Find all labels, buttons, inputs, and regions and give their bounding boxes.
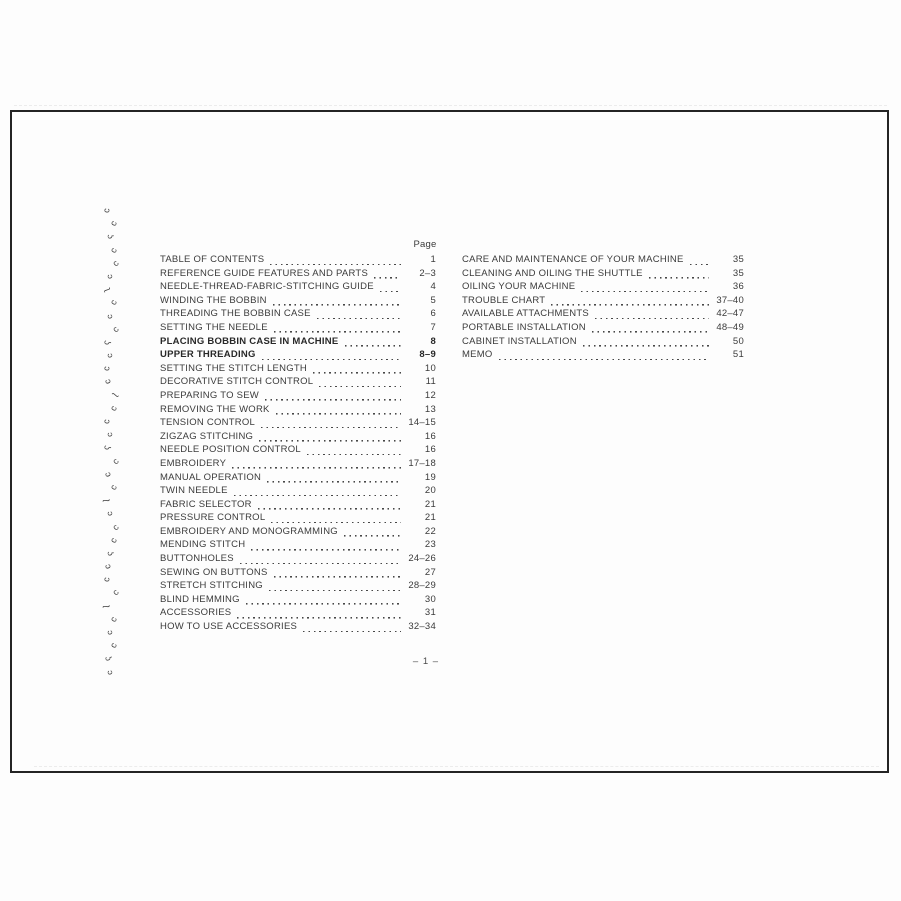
toc-entry-page: 6	[430, 308, 436, 320]
toc-entry-page: 20	[424, 485, 436, 497]
binding-mark-icon: ͻ	[109, 641, 121, 651]
binding-mark-icon: ʖ	[103, 654, 115, 663]
toc-entry-title: NEEDLE-THREAD-FABRIC-STITCHING GUIDE	[160, 281, 374, 293]
binding-mark-icon: ͻ	[109, 536, 121, 545]
binding-mark-icon: ɔ	[102, 418, 113, 425]
toc-leader-dots	[271, 521, 401, 523]
toc-entry-page: 4	[430, 281, 436, 293]
toc-entry-page: 17–18	[408, 457, 436, 469]
binding-mark-icon: ɔ	[109, 404, 121, 413]
toc-entry-title: BUTTONHOLES	[160, 553, 234, 565]
toc-entry-title: TENSION CONTROL	[160, 417, 256, 429]
binding-mark-icon: ͻ	[111, 324, 122, 335]
toc-entry	[160, 458, 436, 472]
toc-entry	[462, 281, 744, 295]
scan-artifact-line-top	[14, 105, 887, 106]
toc-entry	[462, 322, 744, 336]
toc-entry-page: 11	[425, 376, 436, 388]
toc-entry-title: BLIND HEMMING	[160, 593, 240, 605]
toc-entry-title: CABINET INSTALLATION	[462, 335, 577, 347]
toc-entry-page: 23	[424, 539, 436, 551]
toc-leader-dots	[251, 549, 401, 551]
binding-mark-icon: ɔ	[109, 299, 121, 308]
binding-mark-icon: ͻ	[102, 366, 113, 372]
toc-entry-title: SETTING THE STITCH LENGTH	[160, 362, 308, 374]
scan-artifact-line-bottom	[34, 766, 879, 767]
toc-entry	[160, 539, 436, 553]
toc-entry-page: 13	[424, 403, 436, 415]
toc-entry	[160, 390, 436, 404]
binding-mark-icon: ɔ	[105, 352, 116, 359]
toc-entry	[160, 553, 436, 567]
toc-entry	[160, 322, 436, 336]
toc-leader-dots	[234, 494, 401, 496]
toc-leader-dots	[274, 576, 401, 578]
toc-leader-dots	[592, 331, 709, 333]
binding-mark-icon: ɔ	[109, 483, 121, 492]
binding-mark-icon: ͻ	[109, 219, 121, 229]
toc-leader-dots	[258, 508, 401, 510]
toc-entry-page: 48–49	[716, 321, 744, 333]
toc-entry-title: EMBROIDERY AND MONOGRAMMING	[160, 525, 338, 537]
toc-leader-dots	[269, 589, 401, 591]
toc-entry-page: 51	[732, 349, 744, 361]
toc-leader-dots	[270, 263, 401, 265]
toc-entry-page: 7	[430, 321, 436, 333]
toc-leader-dots	[274, 331, 401, 333]
footer-page-number: – 1 –	[412, 656, 440, 667]
toc-leader-dots	[551, 304, 709, 306]
toc-leader-dots	[313, 372, 401, 374]
toc-entry	[462, 254, 744, 268]
toc-entry-page: 37–40	[716, 294, 744, 306]
toc-entry-title: ZIGZAG STITCHING	[160, 430, 254, 442]
toc-entry-page: 12	[424, 389, 436, 401]
toc-leader-dots	[583, 345, 709, 347]
toc-entry-title: WINDING THE BOBBIN	[160, 294, 267, 306]
toc-entry-title: STRETCH STITCHING	[160, 580, 263, 592]
binding-mark-icon: ʅ	[111, 391, 121, 400]
toc-leader-dots	[232, 467, 401, 469]
toc-entry-page: 21	[424, 512, 436, 524]
toc-entry-page: 8–9	[419, 349, 436, 361]
toc-leader-dots	[303, 630, 401, 632]
binding-mark-icon: ʖ	[102, 339, 113, 346]
binding-mark-icon: ͻ	[103, 470, 115, 478]
toc-entry-title: PREPARING TO SEW	[160, 389, 260, 401]
toc-left-column	[160, 254, 436, 635]
toc-entry	[160, 499, 436, 513]
binding-mark-icon: ɔ	[111, 588, 122, 599]
toc-entry-title: ACCESSORIES	[160, 607, 232, 619]
toc-entry-page: 28–29	[408, 580, 436, 592]
toc-entry-page: 24–26	[408, 553, 436, 565]
binding-mark-icon: ɔ	[103, 378, 115, 386]
toc-entry-page: 16	[424, 430, 436, 442]
toc-entry-page: 32–34	[408, 621, 436, 633]
toc-entry-title: SETTING THE NEEDLE	[160, 321, 268, 333]
toc-entry-page: 5	[430, 294, 436, 306]
binding-mark-icon: ɔ	[105, 669, 116, 676]
toc-entry-page: 50	[732, 335, 744, 347]
toc-entry-page: 27	[424, 566, 436, 578]
toc-leader-dots	[344, 535, 401, 537]
toc-leader-dots	[380, 290, 401, 292]
toc-entry-title: NEEDLE POSITION CONTROL	[160, 444, 301, 456]
toc-entry	[160, 363, 436, 377]
toc-leader-dots	[261, 426, 401, 428]
binding-mark-icon: ʅ	[103, 286, 114, 293]
toc-entry-title: PLACING BOBBIN CASE IN MACHINE	[160, 335, 339, 347]
toc-entry	[160, 431, 436, 445]
toc-entry-title: MEMO	[462, 349, 493, 361]
toc-entry-page: 16	[424, 444, 436, 456]
toc-leader-dots	[581, 290, 709, 292]
toc-entry	[462, 268, 744, 282]
toc-entry	[160, 295, 436, 309]
toc-leader-dots	[267, 481, 401, 483]
toc-entry-title: DECORATIVE STITCH CONTROL	[160, 376, 314, 388]
toc-entry-page: 21	[424, 498, 436, 510]
toc-leader-dots	[276, 413, 401, 415]
binding-mark-icon: ɔ	[105, 629, 116, 636]
binding-mark-icon: ͻ	[102, 577, 113, 583]
toc-entry-title: PRESSURE CONTROL	[160, 512, 266, 524]
toc-entry-page: 42–47	[716, 308, 744, 320]
binding-marks-column	[101, 204, 127, 679]
toc-entry-title: CLEANING AND OILING THE SHUTTLE	[462, 267, 643, 279]
binding-mark-icon: ɔ	[109, 246, 121, 255]
toc-entry	[160, 526, 436, 540]
toc-leader-dots	[240, 562, 401, 564]
page-border-frame	[10, 110, 889, 773]
toc-entry	[160, 349, 436, 363]
toc-entry	[160, 376, 436, 390]
binding-mark-icon: ɔ	[105, 313, 116, 319]
toc-entry-title: HOW TO USE ACCESSORIES	[160, 621, 298, 633]
binding-mark-icon: ʅ	[102, 499, 113, 503]
binding-mark-icon: ɔ	[109, 615, 121, 624]
toc-entry-title: MANUAL OPERATION	[160, 471, 262, 483]
toc-leader-dots	[595, 317, 709, 319]
toc-leader-dots	[345, 345, 401, 347]
toc-leader-dots	[273, 304, 401, 306]
toc-entry-page: 22	[424, 525, 436, 537]
toc-entry	[160, 580, 436, 594]
toc-entry	[462, 295, 744, 309]
toc-entry-page: 31	[424, 607, 436, 619]
toc-entry-title: SEWING ON BUTTONS	[160, 566, 268, 578]
binding-mark-icon: ɔ	[105, 510, 116, 517]
toc-entry	[462, 349, 744, 363]
toc-leader-dots	[237, 617, 401, 619]
toc-entry	[160, 281, 436, 295]
toc-leader-dots	[374, 277, 401, 279]
toc-entry	[462, 336, 744, 350]
toc-entry	[160, 472, 436, 486]
toc-entry	[462, 308, 744, 322]
toc-entry-title: PORTABLE INSTALLATION	[462, 321, 586, 333]
toc-entry-page: 10	[424, 362, 436, 374]
toc-leader-dots	[499, 358, 709, 360]
toc-entry	[160, 594, 436, 608]
toc-leader-dots	[649, 277, 709, 279]
toc-entry	[160, 444, 436, 458]
binding-mark-icon: ɔ	[111, 522, 122, 533]
binding-mark-icon: ɔ	[105, 273, 116, 280]
toc-entry	[160, 621, 436, 635]
toc-entry-title: TROUBLE CHART	[462, 294, 546, 306]
binding-mark-icon: ͻ	[105, 431, 116, 438]
binding-mark-icon: ͻ	[111, 258, 122, 269]
toc-leader-dots	[307, 453, 401, 455]
toc-entry-page: 36	[732, 281, 744, 293]
toc-entry-title: MENDING STITCH	[160, 539, 246, 551]
toc-entry-title: THREADING THE BOBBIN CASE	[160, 308, 311, 320]
toc-right-column	[462, 254, 744, 363]
toc-entry-title: AVAILABLE ATTACHMENTS	[462, 308, 590, 320]
page-column-header: Page	[413, 239, 437, 250]
binding-mark-icon: ʅ	[102, 604, 113, 608]
binding-mark-icon: ʖ	[105, 550, 116, 557]
binding-mark-icon: ʖ	[105, 233, 116, 240]
toc-entry-title: TWIN NEEDLE	[160, 485, 228, 497]
toc-entry-title: CARE AND MAINTENANCE OF YOUR MACHINE	[462, 254, 684, 265]
binding-mark-icon: ɔ	[103, 562, 115, 571]
toc-entry	[160, 417, 436, 431]
toc-leader-dots	[317, 317, 401, 319]
toc-entry-title: UPPER THREADING	[160, 349, 256, 361]
binding-mark-icon: ʖ	[102, 445, 113, 451]
toc-entry-title: OILING YOUR MACHINE	[462, 281, 576, 293]
toc-entry-page: 19	[424, 471, 436, 483]
toc-entry-page: 14–15	[408, 417, 436, 429]
toc-entry	[160, 268, 436, 282]
toc-leader-dots	[262, 358, 401, 360]
toc-leader-dots	[690, 263, 709, 265]
toc-entry	[160, 404, 436, 418]
toc-entry-page: 35	[732, 254, 744, 265]
toc-entry-title: FABRIC SELECTOR	[160, 498, 252, 510]
toc-entry	[160, 512, 436, 526]
toc-entry-page: 35	[732, 267, 744, 279]
toc-entry-page: 8	[430, 335, 436, 347]
toc-entry-title: REFERENCE GUIDE FEATURES AND PARTS	[160, 267, 369, 279]
toc-entry	[160, 336, 436, 350]
toc-entry	[160, 254, 436, 268]
toc-leader-dots	[259, 440, 401, 442]
binding-mark-icon: ɔ	[111, 456, 122, 467]
toc-entry	[160, 567, 436, 581]
toc-leader-dots	[246, 603, 401, 605]
toc-entry-page: 30	[424, 593, 436, 605]
toc-entry-title: EMBROIDERY	[160, 457, 227, 469]
toc-entry-title: TABLE OF CONTENTS	[160, 254, 265, 265]
toc-leader-dots	[265, 399, 401, 401]
toc-entry-page: 2–3	[419, 267, 436, 279]
toc-entry	[160, 607, 436, 621]
toc-entry	[160, 308, 436, 322]
toc-entry-title: REMOVING THE WORK	[160, 403, 270, 415]
toc-entry	[160, 485, 436, 499]
toc-leader-dots	[319, 385, 401, 387]
binding-mark-icon: ɔ	[102, 207, 113, 214]
toc-entry-page: 1	[430, 254, 436, 265]
